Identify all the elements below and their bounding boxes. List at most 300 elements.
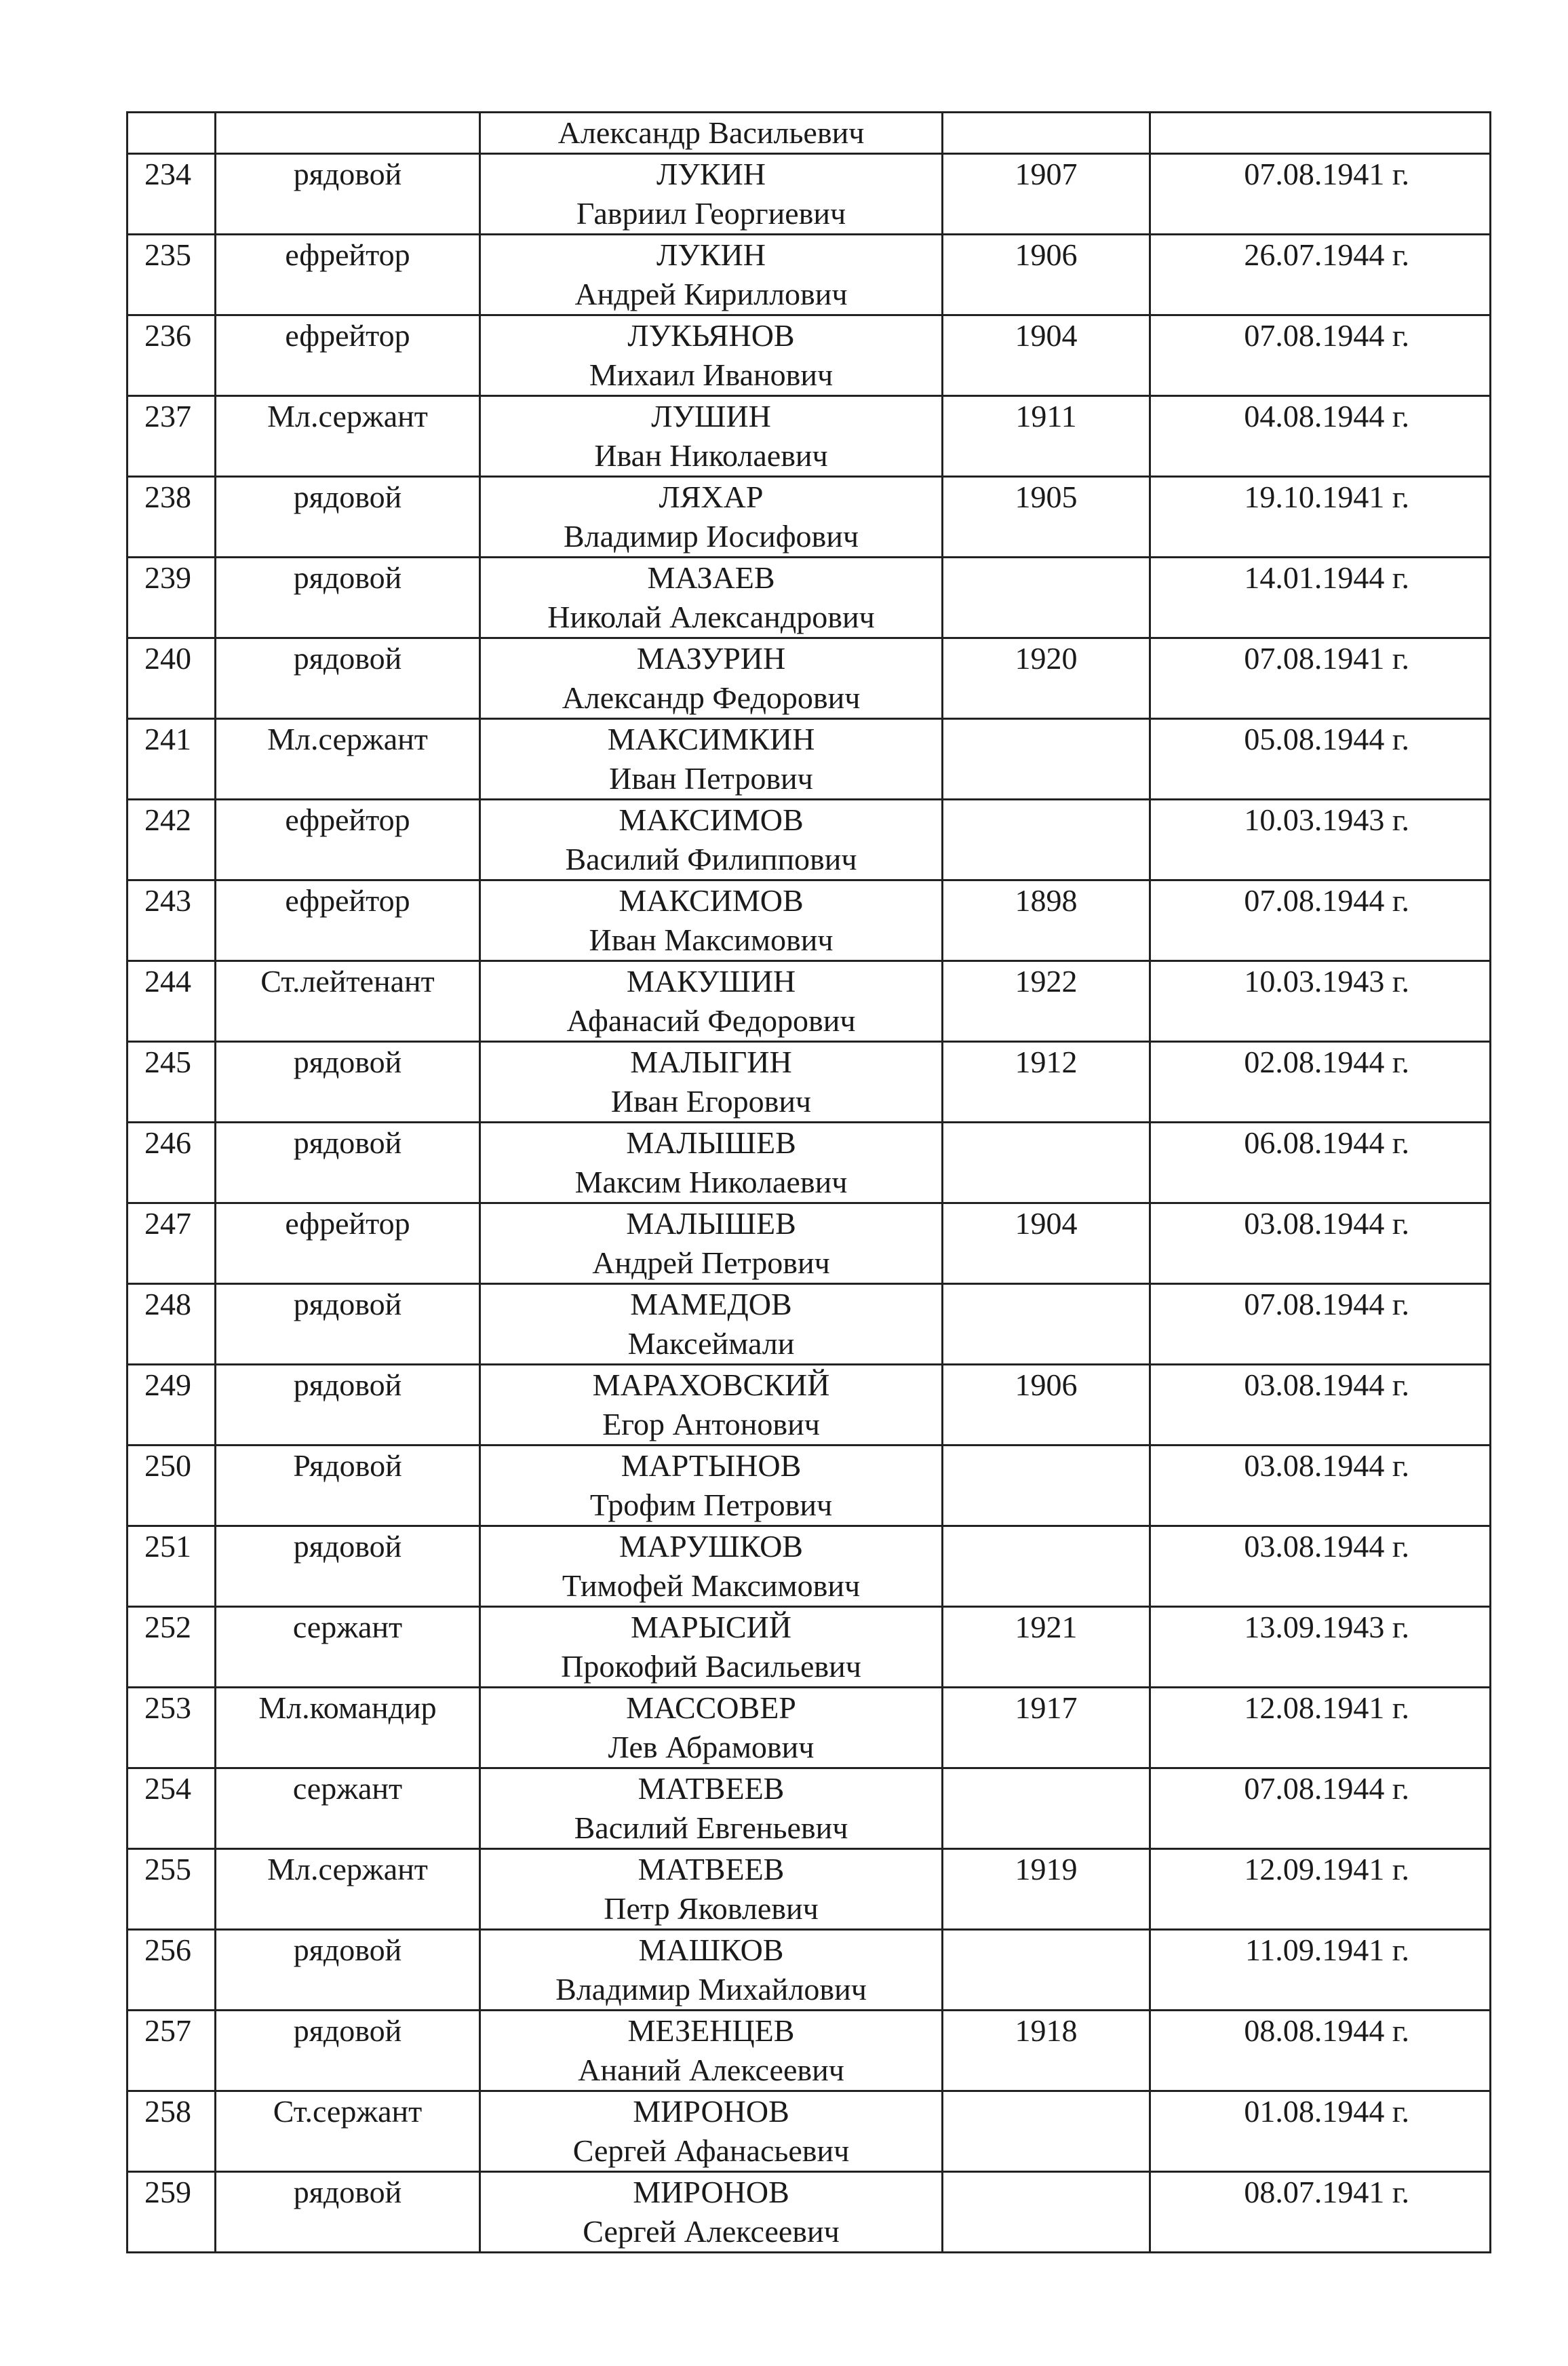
death-date: 07.08.1941 г. [1244, 641, 1409, 676]
death-date: 05.08.1944 г. [1244, 722, 1409, 756]
given-name: Иван Петрович [609, 761, 813, 796]
cell-number [128, 719, 216, 800]
given-name: Прокофий Васильевич [561, 1649, 861, 1684]
table-row [128, 1768, 1491, 1849]
cell-death-date [1150, 1042, 1491, 1123]
surname: МАРАХОВСКИЙ [592, 1368, 830, 1402]
cell-rank [216, 477, 480, 558]
table-row [128, 2172, 1491, 2253]
cell-number [128, 1688, 216, 1768]
cell-name [480, 477, 943, 558]
row-number: 252 [144, 1610, 191, 1644]
surname: ЛУШИН [651, 399, 771, 433]
military-rank: рядовой [293, 1287, 402, 1321]
cell-birth-year [943, 880, 1150, 961]
cell-rank [216, 1446, 480, 1526]
cell-birth-year [943, 1688, 1150, 1768]
table-row [128, 880, 1491, 961]
death-date: 07.08.1941 г. [1244, 157, 1409, 191]
military-rank: Ст.сержант [273, 2094, 423, 2129]
surname: МИРОНОВ [633, 2094, 789, 2129]
cell-name [480, 800, 943, 880]
given-name: Василий Евгеньевич [574, 1810, 848, 1845]
surname: МАЛЫГИН [630, 1045, 792, 1079]
cell-death-date [1150, 638, 1491, 719]
row-number: 257 [144, 2013, 191, 2048]
row-number: 254 [144, 1771, 191, 1806]
table-row [128, 1203, 1491, 1284]
cell-number [128, 638, 216, 719]
cell-number [128, 961, 216, 1042]
cell-birth-year [943, 1203, 1150, 1284]
row-number: 238 [144, 480, 191, 514]
military-rank: рядовой [293, 157, 402, 191]
cell-name [480, 113, 943, 154]
cell-death-date [1150, 1607, 1491, 1688]
cell-death-date [1150, 558, 1491, 638]
birth-year: 1905 [1015, 480, 1078, 514]
cell-name [480, 1284, 943, 1365]
row-number: 255 [144, 1852, 191, 1886]
cell-rank [216, 880, 480, 961]
cell-death-date [1150, 2011, 1491, 2091]
table-row [128, 961, 1491, 1042]
cell-number [128, 235, 216, 315]
cell-rank [216, 2091, 480, 2172]
cell-name [480, 1365, 943, 1446]
given-name: Егор Антонович [602, 1407, 820, 1441]
cell-rank [216, 1768, 480, 1849]
cell-name [480, 1203, 943, 1284]
death-date: 13.09.1943 г. [1244, 1610, 1409, 1644]
cell-rank [216, 1042, 480, 1123]
death-date: 19.10.1941 г. [1244, 480, 1409, 514]
surname: ЛЯХАР [659, 480, 764, 514]
death-date: 03.08.1944 г. [1244, 1529, 1409, 1564]
death-date: 26.07.1944 г. [1244, 237, 1409, 272]
surname: МАЛЫШЕВ [626, 1125, 796, 1160]
cell-rank [216, 961, 480, 1042]
table-row [128, 1849, 1491, 1930]
cell-rank [216, 1123, 480, 1203]
cell-death-date [1150, 719, 1491, 800]
cell-death-date [1150, 2091, 1491, 2172]
row-number: 250 [144, 1448, 191, 1483]
cell-birth-year [943, 1042, 1150, 1123]
cell-death-date [1150, 2172, 1491, 2253]
cell-death-date [1150, 1123, 1491, 1203]
given-name: Ананий Алексеевич [578, 2053, 844, 2087]
cell-birth-year [943, 1768, 1150, 1849]
cell-name [480, 961, 943, 1042]
cell-name [480, 638, 943, 719]
cell-number [128, 1607, 216, 1688]
cell-number [128, 2172, 216, 2253]
military-rank: рядовой [293, 1529, 402, 1564]
cell-number [128, 1042, 216, 1123]
row-number: 249 [144, 1368, 191, 1402]
surname: МАШКОВ [638, 1933, 784, 1967]
row-number: 258 [144, 2094, 191, 2129]
given-name: Максим Николаевич [574, 1165, 848, 1199]
surname: МАКСИМОВ [619, 802, 804, 837]
table-row [128, 2011, 1491, 2091]
cell-birth-year [943, 2091, 1150, 2172]
surname: МАЗАЕВ [647, 560, 775, 595]
row-number: 240 [144, 641, 191, 676]
cell-name [480, 1607, 943, 1688]
cell-rank [216, 315, 480, 396]
row-number: 246 [144, 1125, 191, 1160]
cell-rank [216, 1607, 480, 1688]
death-date: 07.08.1944 г. [1244, 1287, 1409, 1321]
cell-birth-year [943, 800, 1150, 880]
table-row [128, 1284, 1491, 1365]
cell-number [128, 1849, 216, 1930]
birth-year: 1919 [1015, 1852, 1078, 1886]
given-name: Михаил Иванович [589, 357, 834, 392]
given-name: Сергей Афанасьевич [572, 2133, 850, 2168]
military-rank: рядовой [293, 1125, 402, 1160]
cell-number [128, 2011, 216, 2091]
death-date: 07.08.1944 г. [1244, 883, 1409, 918]
cell-death-date [1150, 961, 1491, 1042]
given-name: Петр Яковлевич [604, 1891, 819, 1926]
cell-death-date [1150, 1768, 1491, 1849]
death-date: 03.08.1944 г. [1244, 1448, 1409, 1483]
cell-name [480, 1930, 943, 2011]
cell-number [128, 113, 216, 154]
row-number: 259 [144, 2175, 191, 2209]
cell-name [480, 1768, 943, 1849]
given-name: Александр Васильевич [557, 115, 865, 150]
cell-name [480, 880, 943, 961]
cell-name [480, 315, 943, 396]
military-rank: Мл.сержант [267, 1852, 428, 1886]
cell-birth-year [943, 1284, 1150, 1365]
cell-birth-year [943, 1930, 1150, 2011]
cell-number [128, 2091, 216, 2172]
military-rank: рядовой [293, 2175, 402, 2209]
row-number: 243 [144, 883, 191, 918]
death-date: 11.09.1941 г. [1245, 1933, 1409, 1967]
cell-number [128, 1768, 216, 1849]
death-date: 07.08.1944 г. [1244, 1771, 1409, 1806]
cell-rank [216, 719, 480, 800]
cell-birth-year [943, 1607, 1150, 1688]
surname: МАМЕДОВ [630, 1287, 792, 1321]
table-row [128, 1688, 1491, 1768]
given-name: Иван Николаевич [594, 438, 828, 473]
given-name: Трофим Петрович [589, 1488, 833, 1522]
birth-year: 1912 [1015, 1045, 1078, 1079]
row-number: 253 [144, 1690, 191, 1725]
cell-number [128, 558, 216, 638]
cell-death-date [1150, 113, 1491, 154]
birth-year: 1906 [1015, 1368, 1078, 1402]
death-date: 03.08.1944 г. [1244, 1206, 1409, 1241]
cell-rank [216, 113, 480, 154]
table-row [128, 2091, 1491, 2172]
military-rank: Ст.лейтенант [260, 964, 435, 998]
table-row [128, 477, 1491, 558]
given-name: Максеймали [627, 1326, 795, 1361]
row-number: 236 [144, 318, 191, 353]
cell-number [128, 800, 216, 880]
birth-year: 1920 [1015, 641, 1078, 676]
birth-year: 1904 [1015, 1206, 1078, 1241]
cell-number [128, 1203, 216, 1284]
military-rank: рядовой [293, 1045, 402, 1079]
cell-birth-year [943, 719, 1150, 800]
cell-birth-year [943, 315, 1150, 396]
surname: МЕЗЕНЦЕВ [627, 2013, 795, 2048]
birth-year: 1922 [1015, 964, 1078, 998]
cell-death-date [1150, 1284, 1491, 1365]
row-number: 234 [144, 157, 191, 191]
cell-death-date [1150, 315, 1491, 396]
cell-number [128, 154, 216, 235]
cell-rank [216, 396, 480, 477]
given-name: Владимир Михайлович [555, 1972, 867, 2006]
death-date: 08.07.1941 г. [1244, 2175, 1409, 2209]
military-rank: рядовой [293, 1933, 402, 1967]
cell-name [480, 1849, 943, 1930]
cell-name [480, 235, 943, 315]
cell-death-date [1150, 1365, 1491, 1446]
cell-rank [216, 1365, 480, 1446]
cell-name [480, 2011, 943, 2091]
surname: МАЛЫШЕВ [626, 1206, 796, 1241]
given-name: Андрей Петрович [592, 1245, 830, 1280]
military-rank: рядовой [293, 1368, 402, 1402]
cell-rank [216, 1203, 480, 1284]
cell-birth-year [943, 235, 1150, 315]
surname: МАССОВЕР [626, 1690, 796, 1725]
military-rank: рядовой [293, 2013, 402, 2048]
surname: МАКСИМКИН [607, 722, 815, 756]
cell-death-date [1150, 235, 1491, 315]
death-date: 10.03.1943 г. [1244, 964, 1409, 998]
table-row [128, 154, 1491, 235]
surname: ЛУКИН [656, 157, 766, 191]
row-number: 248 [144, 1287, 191, 1321]
row-number: 247 [144, 1206, 191, 1241]
cell-birth-year [943, 638, 1150, 719]
cell-death-date [1150, 396, 1491, 477]
cell-death-date [1150, 1446, 1491, 1526]
cell-rank [216, 1688, 480, 1768]
military-rank: рядовой [293, 560, 402, 595]
table-row [128, 1446, 1491, 1526]
cell-death-date [1150, 1526, 1491, 1607]
table-row [128, 1123, 1491, 1203]
table-row [128, 1930, 1491, 2011]
military-rank: Мл.сержант [267, 399, 428, 433]
table-row [128, 1365, 1491, 1446]
cell-number [128, 1284, 216, 1365]
cell-birth-year [943, 396, 1150, 477]
cell-birth-year [943, 1526, 1150, 1607]
surname: ЛУКЬЯНОВ [627, 318, 795, 353]
cell-name [480, 2172, 943, 2253]
row-number: 235 [144, 237, 191, 272]
cell-birth-year [943, 1123, 1150, 1203]
cell-number [128, 1930, 216, 2011]
given-name: Сергей Алексеевич [583, 2214, 840, 2249]
table-row [128, 719, 1491, 800]
row-number: 256 [144, 1933, 191, 1967]
cell-rank [216, 2011, 480, 2091]
given-name: Владимир Иосифович [564, 519, 859, 554]
row-number: 242 [144, 802, 191, 837]
birth-year: 1906 [1015, 237, 1078, 272]
cell-name [480, 1042, 943, 1123]
military-rank: рядовой [293, 480, 402, 514]
cell-name [480, 2091, 943, 2172]
cell-birth-year [943, 477, 1150, 558]
cell-death-date [1150, 1688, 1491, 1768]
death-date: 12.08.1941 г. [1244, 1690, 1409, 1725]
cell-birth-year [943, 2011, 1150, 2091]
military-rank: Мл.командир [258, 1690, 437, 1725]
cell-death-date [1150, 880, 1491, 961]
given-name: Лев Абрамович [608, 1730, 815, 1764]
death-date: 12.09.1941 г. [1244, 1852, 1409, 1886]
cell-rank [216, 800, 480, 880]
given-name: Гавриил Георгиевич [576, 196, 846, 231]
table-row [128, 1526, 1491, 1607]
cell-name [480, 1688, 943, 1768]
cell-birth-year [943, 961, 1150, 1042]
cell-number [128, 315, 216, 396]
cell-name [480, 396, 943, 477]
cell-death-date [1150, 1849, 1491, 1930]
military-rank: ефрейтор [285, 883, 410, 918]
cell-rank [216, 558, 480, 638]
cell-rank [216, 638, 480, 719]
surname: МАТВЕЕВ [638, 1771, 785, 1806]
surname: МАКСИМОВ [619, 883, 804, 918]
surname: МАРТЫНОВ [621, 1448, 802, 1483]
cell-death-date [1150, 477, 1491, 558]
row-number: 239 [144, 560, 191, 595]
given-name: Афанасий Федорович [566, 1003, 856, 1038]
death-date: 14.01.1944 г. [1244, 560, 1409, 595]
death-date: 03.08.1944 г. [1244, 1368, 1409, 1402]
cell-rank [216, 235, 480, 315]
cell-birth-year [943, 1365, 1150, 1446]
birth-year: 1917 [1015, 1690, 1078, 1725]
surname: МАЗУРИН [636, 641, 786, 676]
cell-rank [216, 1284, 480, 1365]
table-body [128, 113, 1491, 2253]
given-name: Николай Александрович [547, 600, 875, 634]
birth-year: 1911 [1015, 399, 1077, 433]
row-number: 241 [144, 722, 191, 756]
surname: МАРЫСИЙ [631, 1610, 791, 1644]
cell-number [128, 477, 216, 558]
death-date: 01.08.1944 г. [1244, 2094, 1409, 2129]
death-date: 06.08.1944 г. [1244, 1125, 1409, 1160]
death-date: 07.08.1944 г. [1244, 318, 1409, 353]
death-date: 02.08.1944 г. [1244, 1045, 1409, 1079]
military-rank: ефрейтор [285, 1206, 410, 1241]
military-rank: ефрейтор [285, 318, 410, 353]
table-row [128, 1607, 1491, 1688]
cell-death-date [1150, 154, 1491, 235]
military-rank: сержант [292, 1771, 403, 1806]
cell-number [128, 1365, 216, 1446]
cell-death-date [1150, 1203, 1491, 1284]
table-row [128, 396, 1491, 477]
cell-number [128, 1526, 216, 1607]
surname: МАКУШИН [626, 964, 796, 998]
given-name: Иван Максимович [589, 923, 834, 957]
military-rank: ефрейтор [285, 802, 410, 837]
cell-rank [216, 2172, 480, 2253]
cell-death-date [1150, 800, 1491, 880]
cell-birth-year [943, 1849, 1150, 1930]
cell-birth-year [943, 113, 1150, 154]
cell-birth-year [943, 1446, 1150, 1526]
memorial-list-table [126, 111, 1491, 2253]
military-rank: ефрейтор [285, 237, 410, 272]
death-date: 04.08.1944 г. [1244, 399, 1409, 433]
given-name: Тимофей Максимович [562, 1568, 861, 1603]
military-rank: Рядовой [293, 1448, 402, 1483]
row-number: 244 [144, 964, 191, 998]
birth-year: 1918 [1015, 2013, 1078, 2048]
cell-number [128, 1123, 216, 1203]
cell-rank [216, 1930, 480, 2011]
cell-birth-year [943, 2172, 1150, 2253]
cell-number [128, 880, 216, 961]
cell-name [480, 154, 943, 235]
table-row [128, 638, 1491, 719]
given-name: Василий Филиппович [565, 842, 857, 876]
cell-rank [216, 1526, 480, 1607]
surname: МАРУШКОВ [619, 1529, 803, 1564]
cell-name [480, 1526, 943, 1607]
row-number: 237 [144, 399, 191, 433]
given-name: Иван Егорович [610, 1084, 812, 1119]
row-number: 245 [144, 1045, 191, 1079]
cell-name [480, 1123, 943, 1203]
military-rank: рядовой [293, 641, 402, 676]
cell-name [480, 558, 943, 638]
surname: ЛУКИН [656, 237, 766, 272]
cell-birth-year [943, 558, 1150, 638]
birth-year: 1921 [1015, 1610, 1078, 1644]
death-date: 08.08.1944 г. [1244, 2013, 1409, 2048]
given-name: Андрей Кириллович [574, 277, 848, 311]
cell-number [128, 396, 216, 477]
birth-year: 1904 [1015, 318, 1078, 353]
table-row [128, 235, 1491, 315]
military-rank: Мл.сержант [267, 722, 428, 756]
birth-year: 1907 [1015, 157, 1078, 191]
table-row [128, 1042, 1491, 1123]
table-row [128, 315, 1491, 396]
cell-name [480, 719, 943, 800]
table-row [128, 800, 1491, 880]
cell-rank [216, 154, 480, 235]
surname: МАТВЕЕВ [638, 1852, 785, 1886]
birth-year: 1898 [1015, 883, 1078, 918]
cell-number [128, 1446, 216, 1526]
military-rank: сержант [292, 1610, 403, 1644]
